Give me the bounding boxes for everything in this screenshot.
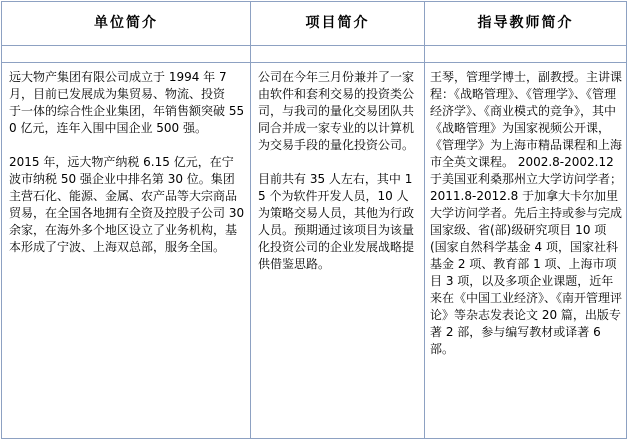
spacer-cell	[425, 46, 627, 63]
header-cell-company	[2, 2, 251, 46]
content-row	[2, 63, 627, 439]
spacer-cell	[2, 46, 251, 63]
advisor-header: 指导教师简介	[477, 15, 574, 31]
company-text	[2, 63, 250, 256]
company-header: 单位简介	[94, 15, 158, 31]
intro-table	[1, 1, 627, 439]
project-header: 项目简介	[305, 15, 370, 31]
project-text	[251, 63, 424, 273]
spacer-row	[2, 46, 627, 63]
project-cell	[251, 63, 425, 439]
spacer-cell	[251, 46, 425, 63]
company-paragraph: 远大物产集团有限公司成立于 1994 年 7 月，目前已发展成为集贸易、物流、投资 于一体的综合性企业集团，年销售额突破 550 亿元，连年入围中国企业 500 强。	[9, 70, 245, 135]
company-cell	[2, 63, 251, 439]
project-paragraph: 目前共有 35 人左右，其中 15 个为软件开发人员，10 人为策略交易人员，其他为行政人员。预期通过该项目为该量化投资公司的企业发展战略提供借鉴思路。	[258, 172, 415, 271]
advisor-text	[425, 63, 626, 358]
header-row	[2, 2, 627, 46]
advisor-paragraph: 王琴，管理学博士，副教授。主讲课程：《战略管理》、《管理学》、《管理经济学》、《商业模式的竞争》，其中《战略管理》为国家视频公开课，《管理学》为上海市精品课程和上海市全英文课程。 2002.8-2002.12 于美国亚利桑那州立大学访问学者；2011.8-2012.8 于加拿大卡尔加里大学访问学者。先后主持或参与完成国家级、省(部)级研究项目 10 项(国家自然科学基金 4 项，国家社科基金 2 项、教育部 1 项、上海市项目 3 项，以及多项企业课题，近年来在《中国工业经济》、《南开管理评论》等杂志发表论文 20 篇，出版专著 2 部，参与编写教材或译著 6 部。	[430, 70, 623, 356]
advisor-cell	[425, 63, 627, 439]
header-cell-advisor	[425, 2, 627, 46]
project-paragraph: 公司在今年三月份兼并了一家由软件和套利交易的投资类公司，与我司的量化交易团队共同合并成一家专业的以计算机为交易手段的量化投资公司。	[258, 70, 415, 152]
company-paragraph: 2015 年，远大物产纳税 6.15 亿元，在宁波市纳税 50 强企业中排名第 30 位。集团主营石化、能源、金属、农产品等大宗商品贸易，在全国各地拥有全资及控股子公司 30 余家，在海外多个地区设立了业务机构，基本形成了宁波、上海双总部，服务全国。	[9, 155, 245, 254]
header-cell-project	[251, 2, 425, 46]
